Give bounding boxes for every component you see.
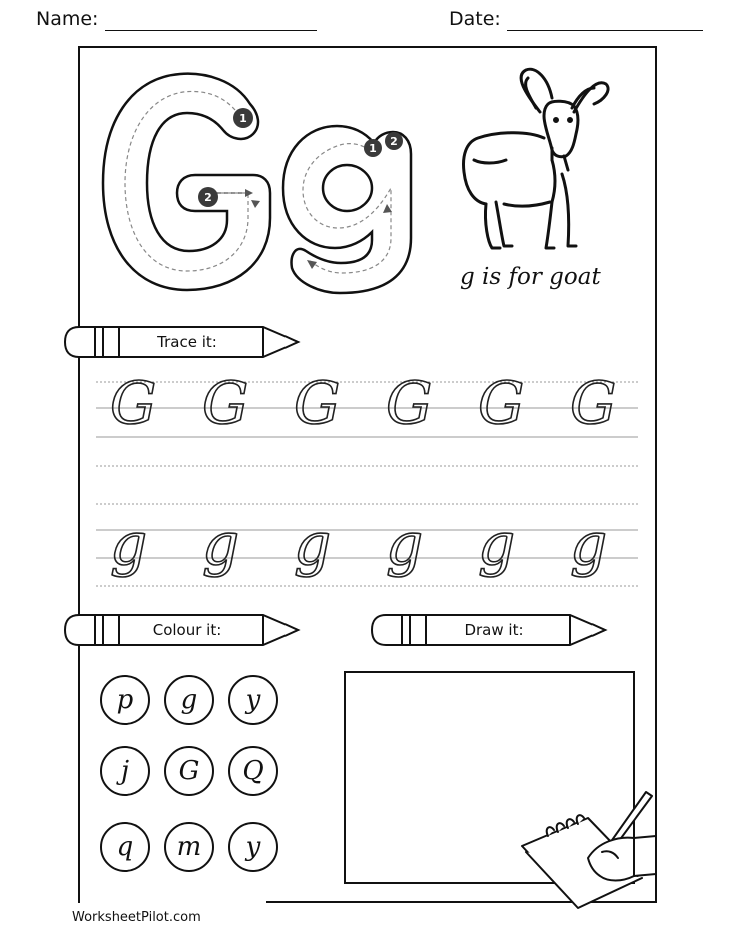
stroke-number: 2 (204, 191, 212, 204)
stroke-number: 1 (369, 142, 377, 155)
stroke-number: 1 (239, 112, 247, 125)
colour-grid (100, 675, 290, 875)
date-label: Date: (449, 8, 501, 30)
lowercase-letter-outline (283, 126, 411, 293)
letter-outline-graphic (95, 68, 435, 300)
letter-circle[interactable]: p (100, 675, 150, 725)
trace-letter[interactable]: G (478, 369, 525, 437)
picture-caption: g is for goat (460, 264, 601, 290)
colour-label: Colour it: (152, 621, 222, 639)
trace-label: Trace it: (157, 333, 217, 351)
letter-circle[interactable]: m (164, 822, 214, 872)
date-field (449, 8, 703, 31)
uppercase-letter-outline (103, 74, 270, 290)
letter-circle[interactable]: Q (228, 746, 278, 796)
trace-letter[interactable]: G (386, 369, 433, 437)
trace-letter[interactable]: G (202, 369, 249, 437)
trace-letter[interactable]: g (478, 510, 516, 578)
letter-circle[interactable]: y (228, 822, 278, 872)
trace-row-lowercase (96, 510, 640, 595)
trace-letter[interactable]: g (110, 510, 148, 578)
draw-label: Draw it: (464, 621, 524, 639)
trace-letter[interactable]: g (570, 510, 608, 578)
goat-icon (456, 64, 616, 256)
lowercase-guide-path (303, 144, 391, 273)
footer-site: WorksheetPilot.com (72, 910, 201, 925)
letter-circle[interactable]: q (100, 822, 150, 872)
stroke-number: 2 (390, 135, 398, 148)
letter-circle[interactable]: y (228, 675, 278, 725)
date-line[interactable] (507, 8, 703, 31)
trace-letter[interactable]: g (294, 510, 332, 578)
trace-letter[interactable]: g (202, 510, 240, 578)
trace-letter[interactable]: G (294, 369, 341, 437)
trace-letter[interactable]: g (386, 510, 424, 578)
name-line[interactable] (105, 8, 317, 31)
notebook-writing-icon (518, 786, 658, 910)
trace-letter[interactable]: G (570, 369, 617, 437)
letter-circle[interactable]: g (164, 675, 214, 725)
letter-circle[interactable]: j (100, 746, 150, 796)
uppercase-guide-path (125, 91, 248, 271)
letter-circle[interactable]: G (164, 746, 214, 796)
name-field (36, 8, 317, 31)
name-label: Name: (36, 8, 99, 30)
trace-letter[interactable]: G (110, 369, 157, 437)
trace-row-uppercase (96, 369, 640, 442)
